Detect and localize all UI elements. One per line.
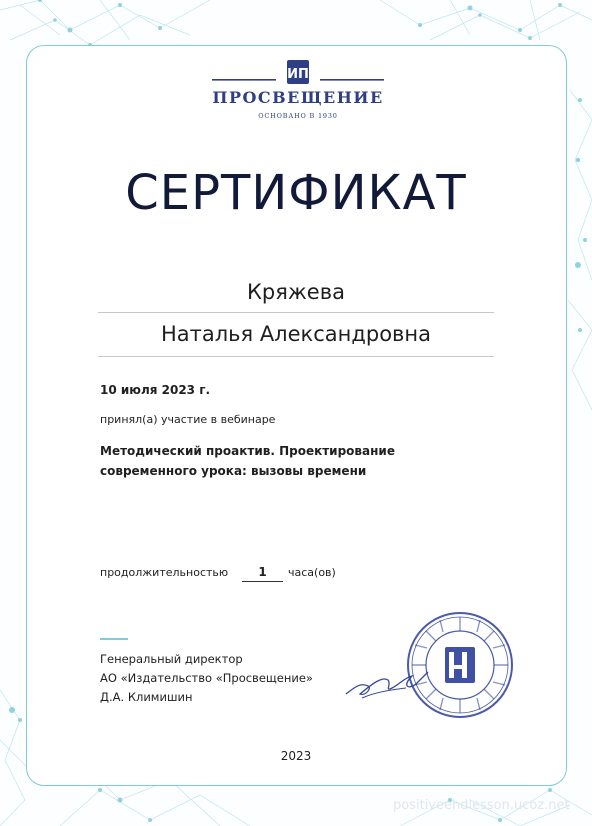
publisher-name: ПРОСВЕЩЕНИЕ [212, 88, 384, 107]
name-divider-2 [98, 356, 494, 357]
recipient-surname: Кряжева [247, 280, 345, 304]
emblem-letters: ИП [287, 67, 309, 82]
webinar-title-line-1: Методический проактив. Проектирование [100, 444, 395, 458]
signature-accent-line [100, 638, 128, 640]
duration-label: продолжительностью [100, 566, 229, 579]
recipient-name: Наталья Александровна [160, 322, 432, 346]
signatory-position: Генеральный директор [100, 652, 243, 666]
signatory-company: АО «Издательство «Просвещение» [100, 671, 313, 685]
name-divider-1 [98, 312, 494, 313]
webinar-title-line-2: современного урока: вызовы времени [100, 464, 367, 478]
signatory-name: Д.А. Климишин [100, 690, 193, 704]
duration-unit: часа(ов) [288, 566, 336, 579]
company-seal [405, 610, 515, 720]
certificate-year: 2023 [280, 749, 312, 763]
participation-text: принял(а) участие в вебинаре [100, 413, 276, 426]
publisher-emblem-icon [208, 58, 388, 86]
duration-value: 1 [242, 565, 283, 582]
watermark: positiveehdlesson.ucoz.net [393, 798, 570, 813]
webinar-title [100, 441, 480, 481]
signatory-block [100, 650, 313, 707]
publisher-logo [208, 58, 388, 128]
certificate-title: СЕРТИФИКАТ [125, 165, 467, 221]
event-date: 10 июля 2023 г. [100, 383, 211, 397]
publisher-founded: ОСНОВАНО В 1930 [258, 112, 338, 120]
